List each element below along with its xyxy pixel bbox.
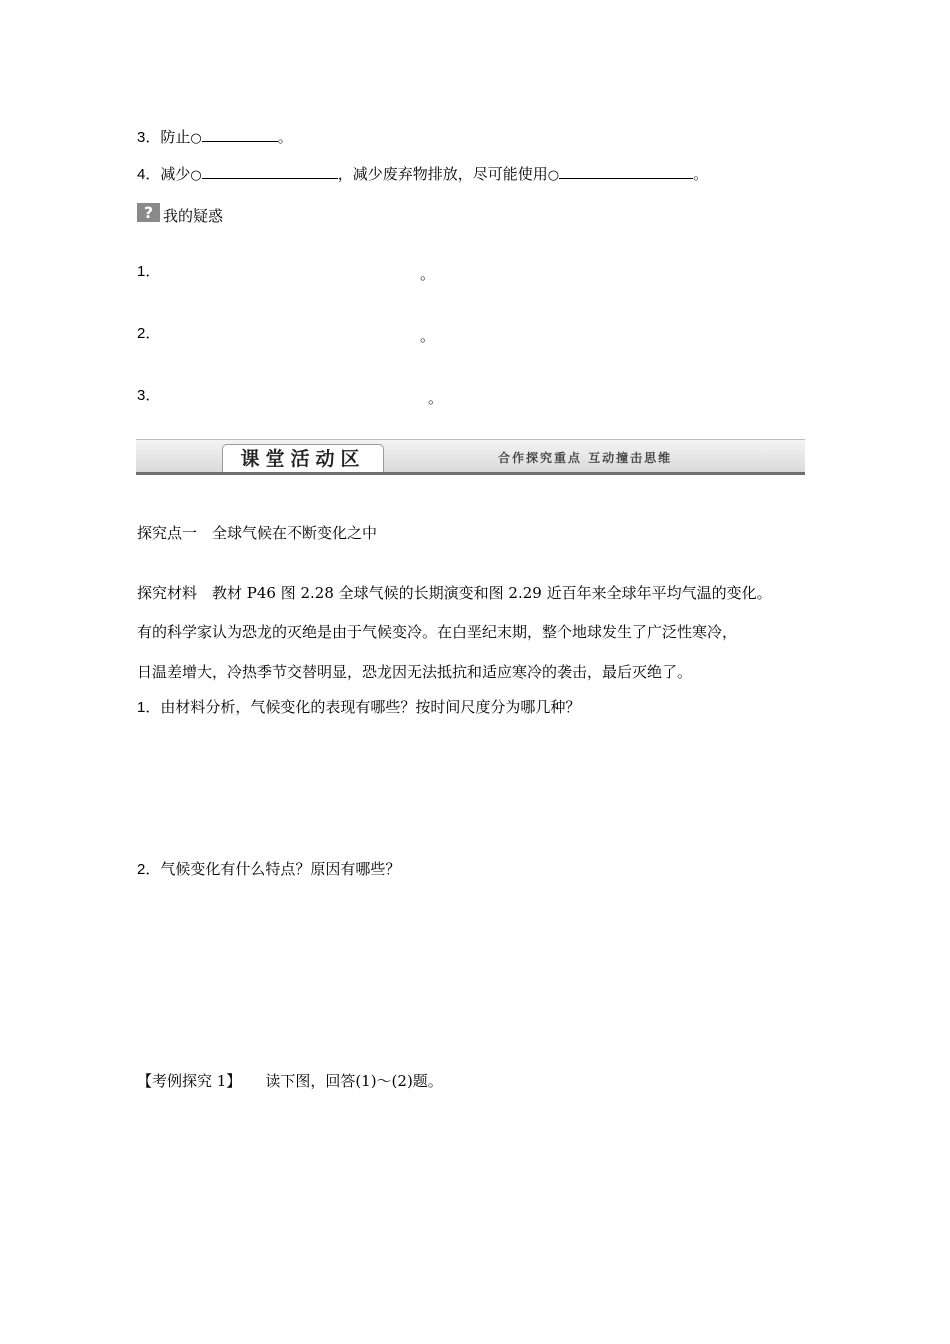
doubt-item-2-number: 2． xyxy=(137,325,161,342)
fill-item-3 xyxy=(137,127,293,149)
question-icon: ? xyxy=(137,203,160,222)
material-line-3: 日温差增大，冷热季节交替明显，恐龙因无法抵抗和适应寒冷的袭击，最后灭绝了。 xyxy=(137,663,693,681)
answer-blank[interactable] xyxy=(202,164,338,179)
section-banner xyxy=(136,439,805,478)
question-number: 2． xyxy=(137,861,161,878)
item-text: 减少 xyxy=(160,165,191,183)
example-label: 【考例探究 1】 xyxy=(137,1072,242,1090)
question-1 xyxy=(137,697,580,718)
question-number: 1． xyxy=(137,699,161,716)
banner-underline xyxy=(136,472,805,475)
section-heading: 探究点一 全球气候在不断变化之中 xyxy=(137,524,378,542)
item-middle: ，减少废弃物排放，尽可能使用 xyxy=(337,165,548,183)
item-number: 3． xyxy=(137,129,161,146)
item-end: 。 xyxy=(277,128,293,146)
item-end: 。 xyxy=(693,165,709,183)
example-prompt xyxy=(137,1071,443,1091)
doubt-item-3-end: 。 xyxy=(428,389,444,407)
blank-marker: ○ xyxy=(547,168,560,183)
doubt-item-2-end: 。 xyxy=(420,327,436,345)
material-line-2: 有的科学家认为恐龙的灭绝是由于气候变冷。在白垩纪末期，整个地球发生了广泛性寒冷， xyxy=(137,623,738,641)
doubts-title: 我的疑惑 xyxy=(163,207,224,225)
banner-title: 课堂活动区 xyxy=(222,444,384,472)
material-line-1: 探究材料 教材 P46 图 2.28 全球气候的长期演变和图 2.29 近百年来全球年平均气温的变化。 xyxy=(137,584,772,602)
fill-item-4 xyxy=(137,164,708,186)
blank-marker: ○ xyxy=(190,168,202,183)
doubt-item-3-number: 3． xyxy=(137,387,161,404)
example-text: 读下图，回答(1)～(2)题。 xyxy=(265,1072,443,1090)
doubt-item-1-number: 1． xyxy=(137,263,161,280)
question-text: 气候变化有什么特点？原因有哪些？ xyxy=(160,860,401,878)
question-2 xyxy=(137,859,400,880)
blank-marker: ○ xyxy=(190,131,202,146)
doubt-item-1-end: 。 xyxy=(420,265,436,283)
answer-blank[interactable] xyxy=(559,164,693,179)
item-text: 防止 xyxy=(160,128,191,146)
item-number: 4． xyxy=(137,166,161,183)
question-text: 由材料分析，气候变化的表现有哪些？按时间尺度分为哪几种？ xyxy=(160,698,581,716)
answer-blank[interactable] xyxy=(202,127,278,142)
banner-subtitle: 合作探究重点 互动撞击思维 xyxy=(498,451,673,465)
